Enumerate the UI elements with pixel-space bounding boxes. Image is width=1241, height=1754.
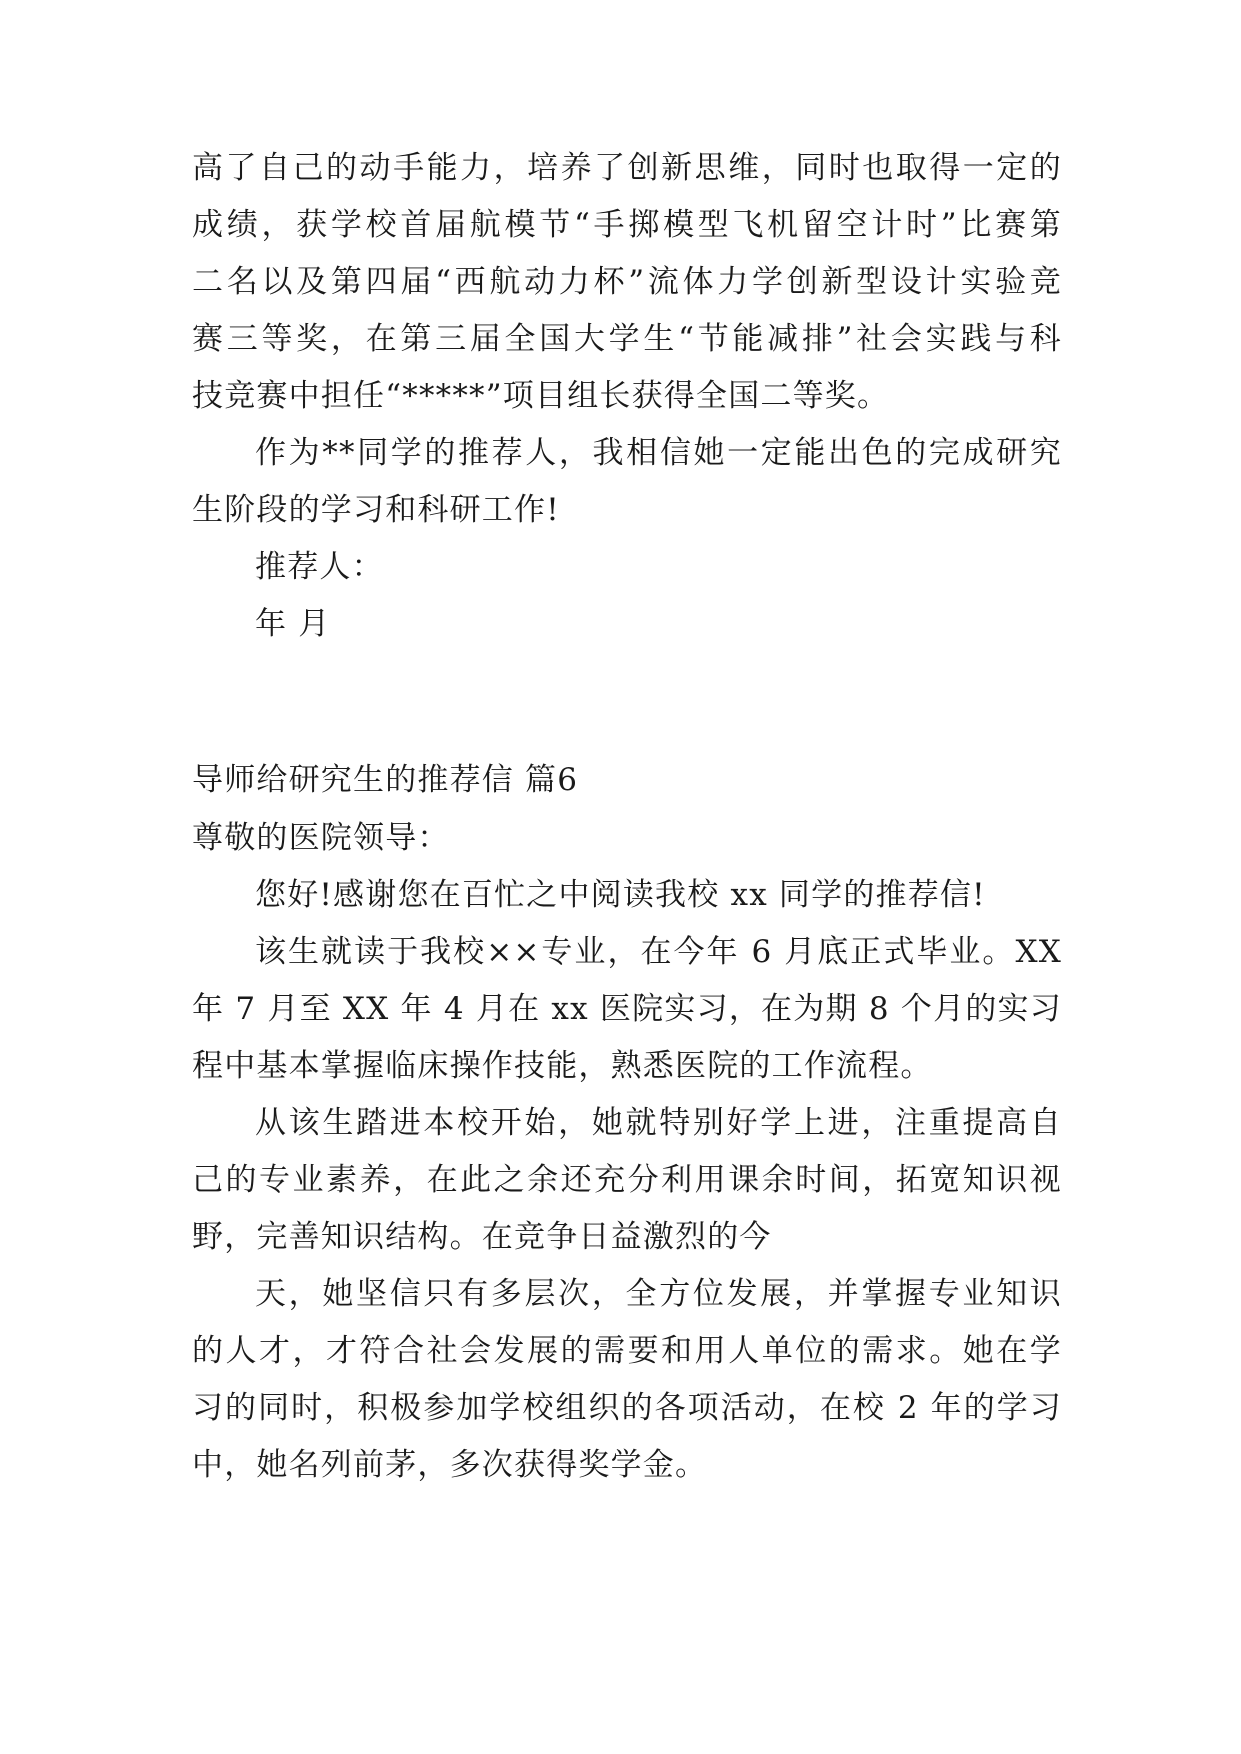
paragraph-line: 年 7 月至 XX 年 4 月在 xx 医院实习，在为期 8 个月的实习 xyxy=(192,991,1062,1027)
paragraph-line: 该生就读于我校××专业，在今年 6 月底正式毕业。XX xyxy=(255,934,1062,970)
paragraph-line: 您好!感谢您在百忙之中阅读我校 xx 同学的推荐信! xyxy=(255,877,986,913)
date-line: 年 月 xyxy=(255,606,331,642)
paragraph-line: 己的专业素养，在此之余还充分利用课余时间，拓宽知识视 xyxy=(192,1162,1062,1198)
paragraph-line: 从该生踏进本校开始，她就特别好学上进，注重提高自 xyxy=(255,1105,1062,1141)
paragraph-line: 二名以及第四届“西航动力杯”流体力学创新型设计实验竞 xyxy=(192,264,1062,300)
section-title: 导师给研究生的推荐信 篇6 xyxy=(192,762,579,798)
paragraph-line: 赛三等奖，在第三届全国大学生“节能减排”社会实践与科 xyxy=(192,321,1062,357)
salutation: 尊敬的医院领导： xyxy=(192,820,450,856)
paragraph-line: 野，完善知识结构。在竞争日益激烈的今 xyxy=(192,1219,772,1255)
paragraph-line: 的人才，才符合社会发展的需要和用人单位的需求。她在学 xyxy=(192,1333,1062,1369)
paragraph-line: 成绩，获学校首届航模节“手掷模型飞机留空计时”比赛第 xyxy=(192,207,1062,243)
paragraph-line: 中，她名列前茅，多次获得奖学金。 xyxy=(192,1447,708,1483)
paragraph-line: 作为**同学的推荐人，我相信她一定能出色的完成研究 xyxy=(255,435,1062,471)
recommender-label: 推荐人： xyxy=(255,549,384,585)
paragraph-line: 习的同时，积极参加学校组织的各项活动，在校 2 年的学习 xyxy=(192,1390,1062,1426)
paragraph-line: 高了自己的动手能力，培养了创新思维，同时也取得一定的 xyxy=(192,150,1062,186)
paragraph-line: 程中基本掌握临床操作技能，熟悉医院的工作流程。 xyxy=(192,1048,933,1084)
paragraph-line: 天，她坚信只有多层次，全方位发展，并掌握专业知识 xyxy=(255,1276,1062,1312)
paragraph-line: 技竞赛中担任“*****”项目组长获得全国二等奖。 xyxy=(192,378,890,414)
paragraph-line: 生阶段的学习和科研工作! xyxy=(192,492,560,528)
